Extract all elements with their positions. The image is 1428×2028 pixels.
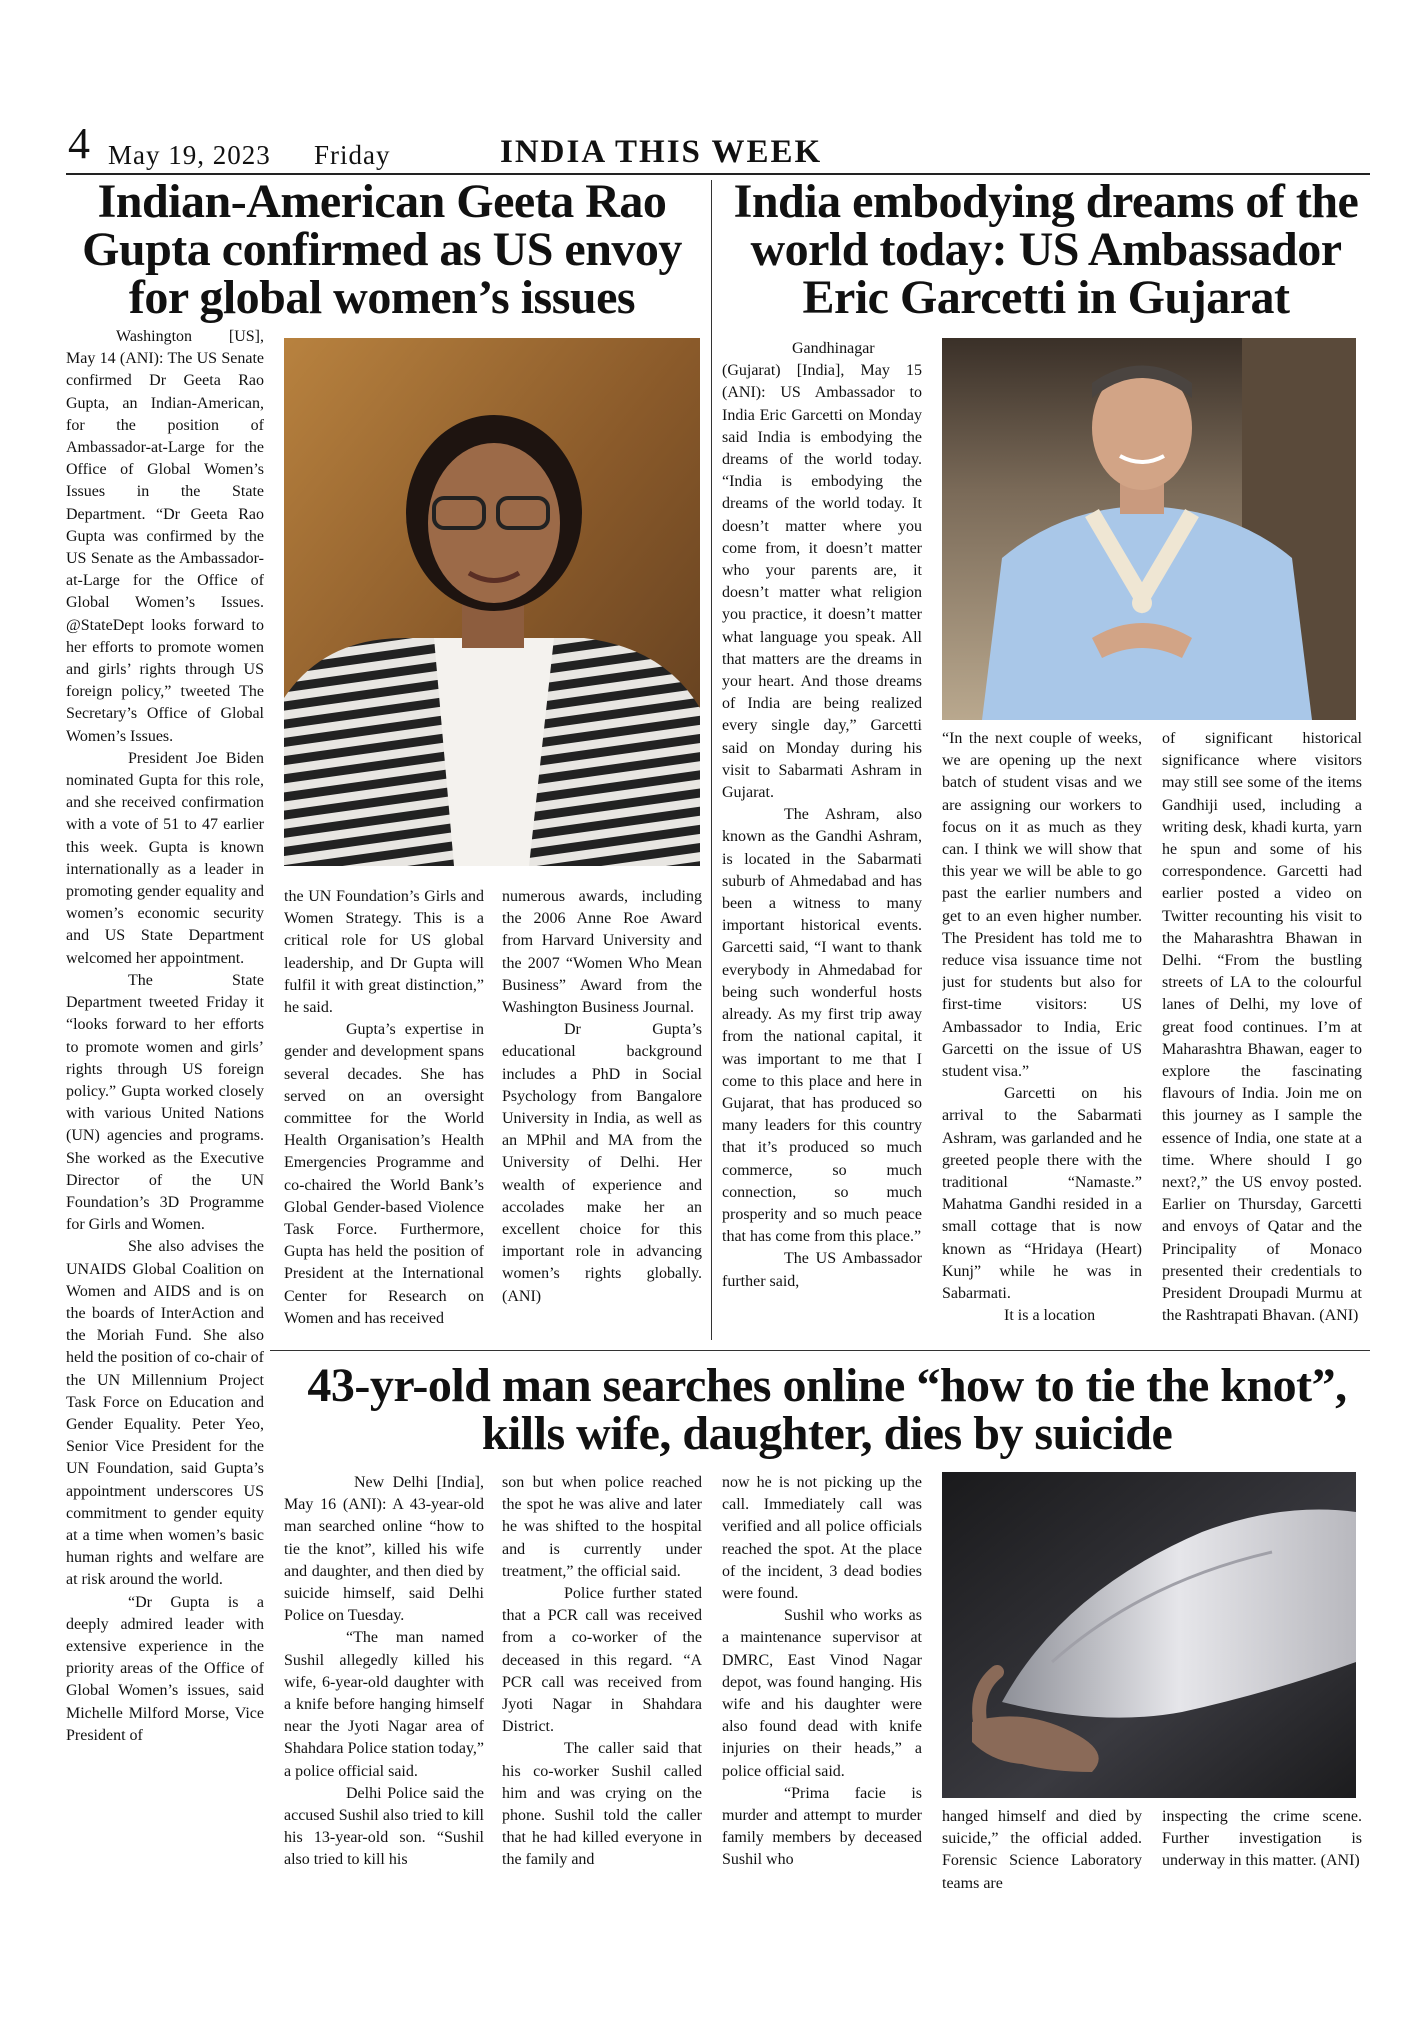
article-paragraph: Dr Gupta’s educational background includes a PhD in Social Psychology from Bangalore University in India, as well as an MPhil and MA from the University of Delhi. Her wealth of experience and accolades make her an excellent choice for this important role in advancing women’s rights globally. (ANI) (502, 1021, 702, 1305)
section-divider (270, 1350, 1370, 1351)
article2-column-1 (722, 338, 922, 1346)
article-paragraph: It is a location (1004, 1307, 1096, 1325)
crime-scene-photo (942, 1472, 1356, 1798)
article-paragraph: Sushil who works as a maintenance supervisor at DMRC, East Vinod Nagar depot, was found hanging. His wife and his daughter were also found dead with knife injuries on their heads,” a police official said. (722, 1607, 922, 1780)
article-paragraph: The Ashram, also known as the Gandhi Ashram, is located in the Sabarmati suburb of Ahmedabad and has been a witness to many important historical events. Garcetti said, “I want to thank everybody in Ahmedabad for being such wonderful hosts already. As my first trip away from the national capital, it was important to me that I come to this place and here in Gujarat, that has produced so many leaders for this country that it’s produced so much commerce, so much connection, so much prosperity and so much peace that has come from this place.” (722, 806, 922, 1246)
article-paragraph: of significant historical significance where visitors may still see some of the items Gandhiji used, including a writing desk, khadi kurta, yarn he spun and some of his correspondence. Garcetti had earlier posted a video on Twitter recounting his visit to the Maharashtra Bhawan in Delhi. “From the bustling streets of LA to the colourful lanes of Delhi, my love of great food continues. I’m at Maharashtra Bhawan, eager to explore the fascinating flavours of India. Join me on this journey as I sample the essence of India, one state at a time. Where should I go next?,” the US envoy posted. Earlier on Thursday, Garcetti and envoys of Qatar and the Principality of Monaco presented their credentials to President Droupadi Murmu at the Rashtrapati Bhavan. (ANI) (1162, 730, 1362, 1325)
article2-headline: India embodying dreams of the world today: US Ambassador Eric Garcetti in Gujarat (733, 175, 1359, 324)
article-paragraph: son but when police reached the spot he was alive and later he was shifted to the hospital and is currently under treatment,” the official said. (502, 1474, 702, 1580)
article-paragraph: Police further stated that a PCR call was received from a co-worker of the deceased in this regard. “A PCR call was received from Jyoti Nagar in Shahdara District. (502, 1585, 702, 1736)
article-paragraph: “In the next couple of weeks, we are opening up the next batch of student visas and we are assigning our workers to focus on it as much as they can. I think we will show that this year we will be able to go past the earlier numbers and get to an even higher number. The President has told me to reduce visa issuance time not just for students but also for first-time visitors: US Ambassador to India, Eric Garcetti on the issue of US student visa.” (942, 730, 1142, 1081)
article-paragraph: hanged himself and died by suicide,” the official added. Forensic Science Laboratory teams are (942, 1808, 1142, 1892)
issue-day: Friday (314, 140, 391, 170)
page-number: 4 (68, 119, 90, 168)
issue-date: May 19, 2023 (108, 140, 271, 170)
article3-column-1 (284, 1472, 484, 1902)
article-paragraph: The US Ambassador further said, (722, 1250, 922, 1290)
article-paragraph: Delhi Police said the accused Sushil also tried to kill his 13-year-old son. “Sushil also tried to kill his (284, 1784, 484, 1869)
article-paragraph: Gupta’s expertise in gender and development spans several decades. She has served on an oversight committee for the World Health Organisation’s Health Emergencies Programme and co-chaired the World Bank’s Global Gender-based Violence Task Force. Furthermore, Gupta has held the position of President at the International Center for Research on Women and has received (284, 1021, 484, 1327)
article1-column-1 (66, 326, 264, 1898)
article-paragraph: “The man named Sushil allegedly killed his wife, 6-year-old daughter with a knife before hanging himself near the Jyoti Nagar area of Shahdara Police station today,” a police official said. (284, 1629, 484, 1780)
article1-headline: Indian-American Geeta Rao Gupta confirmed as US envoy for global women’s issues (82, 175, 682, 324)
article-paragraph: Gandhinagar (Gujarat) [India], May 15 (ANI): US Ambassador to India Eric Garcetti on Monday said India is embodying the dreams of the world today. “India is embodying the dreams of the world today. It doesn’t matter where you come from, it doesn’t matter who your parents are, it doesn’t matter what religion you practice, it doesn’t matter what language you speak. All that matters are the dreams in your heart. And those dreams of India are being realized every single day,” Garcetti said on Monday during his visit to Sabarmati Ashram in Gujarat. (722, 340, 922, 802)
article-paragraph: The State Department tweeted Friday it “looks forward to her efforts to promote women and girls’ rights through US foreign policy.” Gupta worked closely with various United Nations (UN) agencies and programs. She worked as the Executive Director of the UN Foundation’s 3D Programme for Girls and Women. (66, 971, 264, 1234)
article-paragraph: Washington [US], May 14 (ANI): The US Senate confirmed Dr Geeta Rao Gupta, an Indian-American, for the position of Ambassador-at-Large for the Office of Global Women’s Issues in the State Department. “Dr Geeta Rao Gupta was confirmed by the US Senate as the Ambassador-at-Large for the Office of Global Women’s Issues. @StateDept looks forward to her efforts to promote women and girls’ rights through US foreign policy,” tweeted The Secretary’s Office of Global Women’s Issues. (66, 328, 264, 745)
article-paragraph: now he is not picking up the call. Immediately call was verified and all police officials reached the spot. At the place of the incident, 3 dead bodies were found. (722, 1474, 922, 1603)
article-paragraph: “Prima facie is murder and attempt to murder family members by deceased Sushil who (722, 1784, 922, 1869)
article1-column-2 (284, 886, 484, 1346)
article3-column-2 (502, 1472, 702, 1902)
article3-column-4 (942, 1806, 1142, 1906)
article2-column-3 (1162, 728, 1362, 1346)
article-paragraph: New Delhi [India], May 16 (ANI): A 43-year-old man searched online “how to tie the knot”, killed his wife and daughter, and then died by suicide himself, said Delhi Police on Tuesday. (284, 1474, 484, 1625)
article3-headline: 43-yr-old man searches online “how to tie the knot”, kills wife, daughter, dies by suicide (307, 1359, 1347, 1460)
article2-column-2 (942, 728, 1142, 1346)
article-paragraph: President Joe Biden nominated Gupta for this role, and she received confirmation with a vote of 51 to 47 earlier this week. Gupta is known internationally as a leader in promoting gender equality and women’s economic security and US State Department welcomed her appointment. (66, 749, 264, 967)
article1-column-3 (502, 886, 702, 1346)
eric-garcetti-photo (942, 338, 1356, 720)
geeta-rao-gupta-photo (284, 338, 700, 866)
article-paragraph: numerous awards, including the 2006 Anne Roe Award from Harvard University and the 2007 “Women Who Mean Business” Award from the Washington Business Journal. (502, 888, 702, 1017)
article-paragraph: Garcetti on his arrival to the Sabarmati Ashram, was garlanded and he greeted people there with the traditional “Namaste.” Mahatma Gandhi resided in a small cottage that is now known as “Hridaya (Heart) Kunj” while he was in Sabarmati. (942, 1085, 1142, 1303)
paper-title: INDIA THIS WEEK (500, 134, 823, 170)
article-paragraph: inspecting the crime scene. Further investigation is underway in this matter. (ANI) (1162, 1808, 1362, 1870)
article3-column-3 (722, 1472, 922, 1902)
article-paragraph: She also advises the UNAIDS Global Coalition on Women and AIDS and is on the boards of InterAction and the Moriah Fund. She also held the position of co-chair of the UN Millennium Project Task Force on Education and Gender Equality. Peter Yeo, Senior Vice President for the UN Foundation, said Gupta’s appointment underscores US commitment to gender equity at a time when women’s basic human rights and welfare are at risk around the world. (66, 1238, 264, 1589)
article-paragraph: the UN Foundation’s Girls and Women Strategy. This is a critical role for US global leadership, and Dr Gupta will fulfil it with great distinction,” he said. (284, 888, 484, 1017)
article3-column-5 (1162, 1806, 1362, 1906)
article-paragraph: The caller said that his co-worker Sushil called him and was crying on the phone. Sushil told the caller that he had killed everyone in the family and (502, 1740, 702, 1869)
article-paragraph: “Dr Gupta is a deeply admired leader with extensive experience in the priority areas of the Office of Global Women’s issues, said Michelle Milford Morse, Vice President of (66, 1593, 264, 1744)
column-divider (711, 180, 712, 1340)
